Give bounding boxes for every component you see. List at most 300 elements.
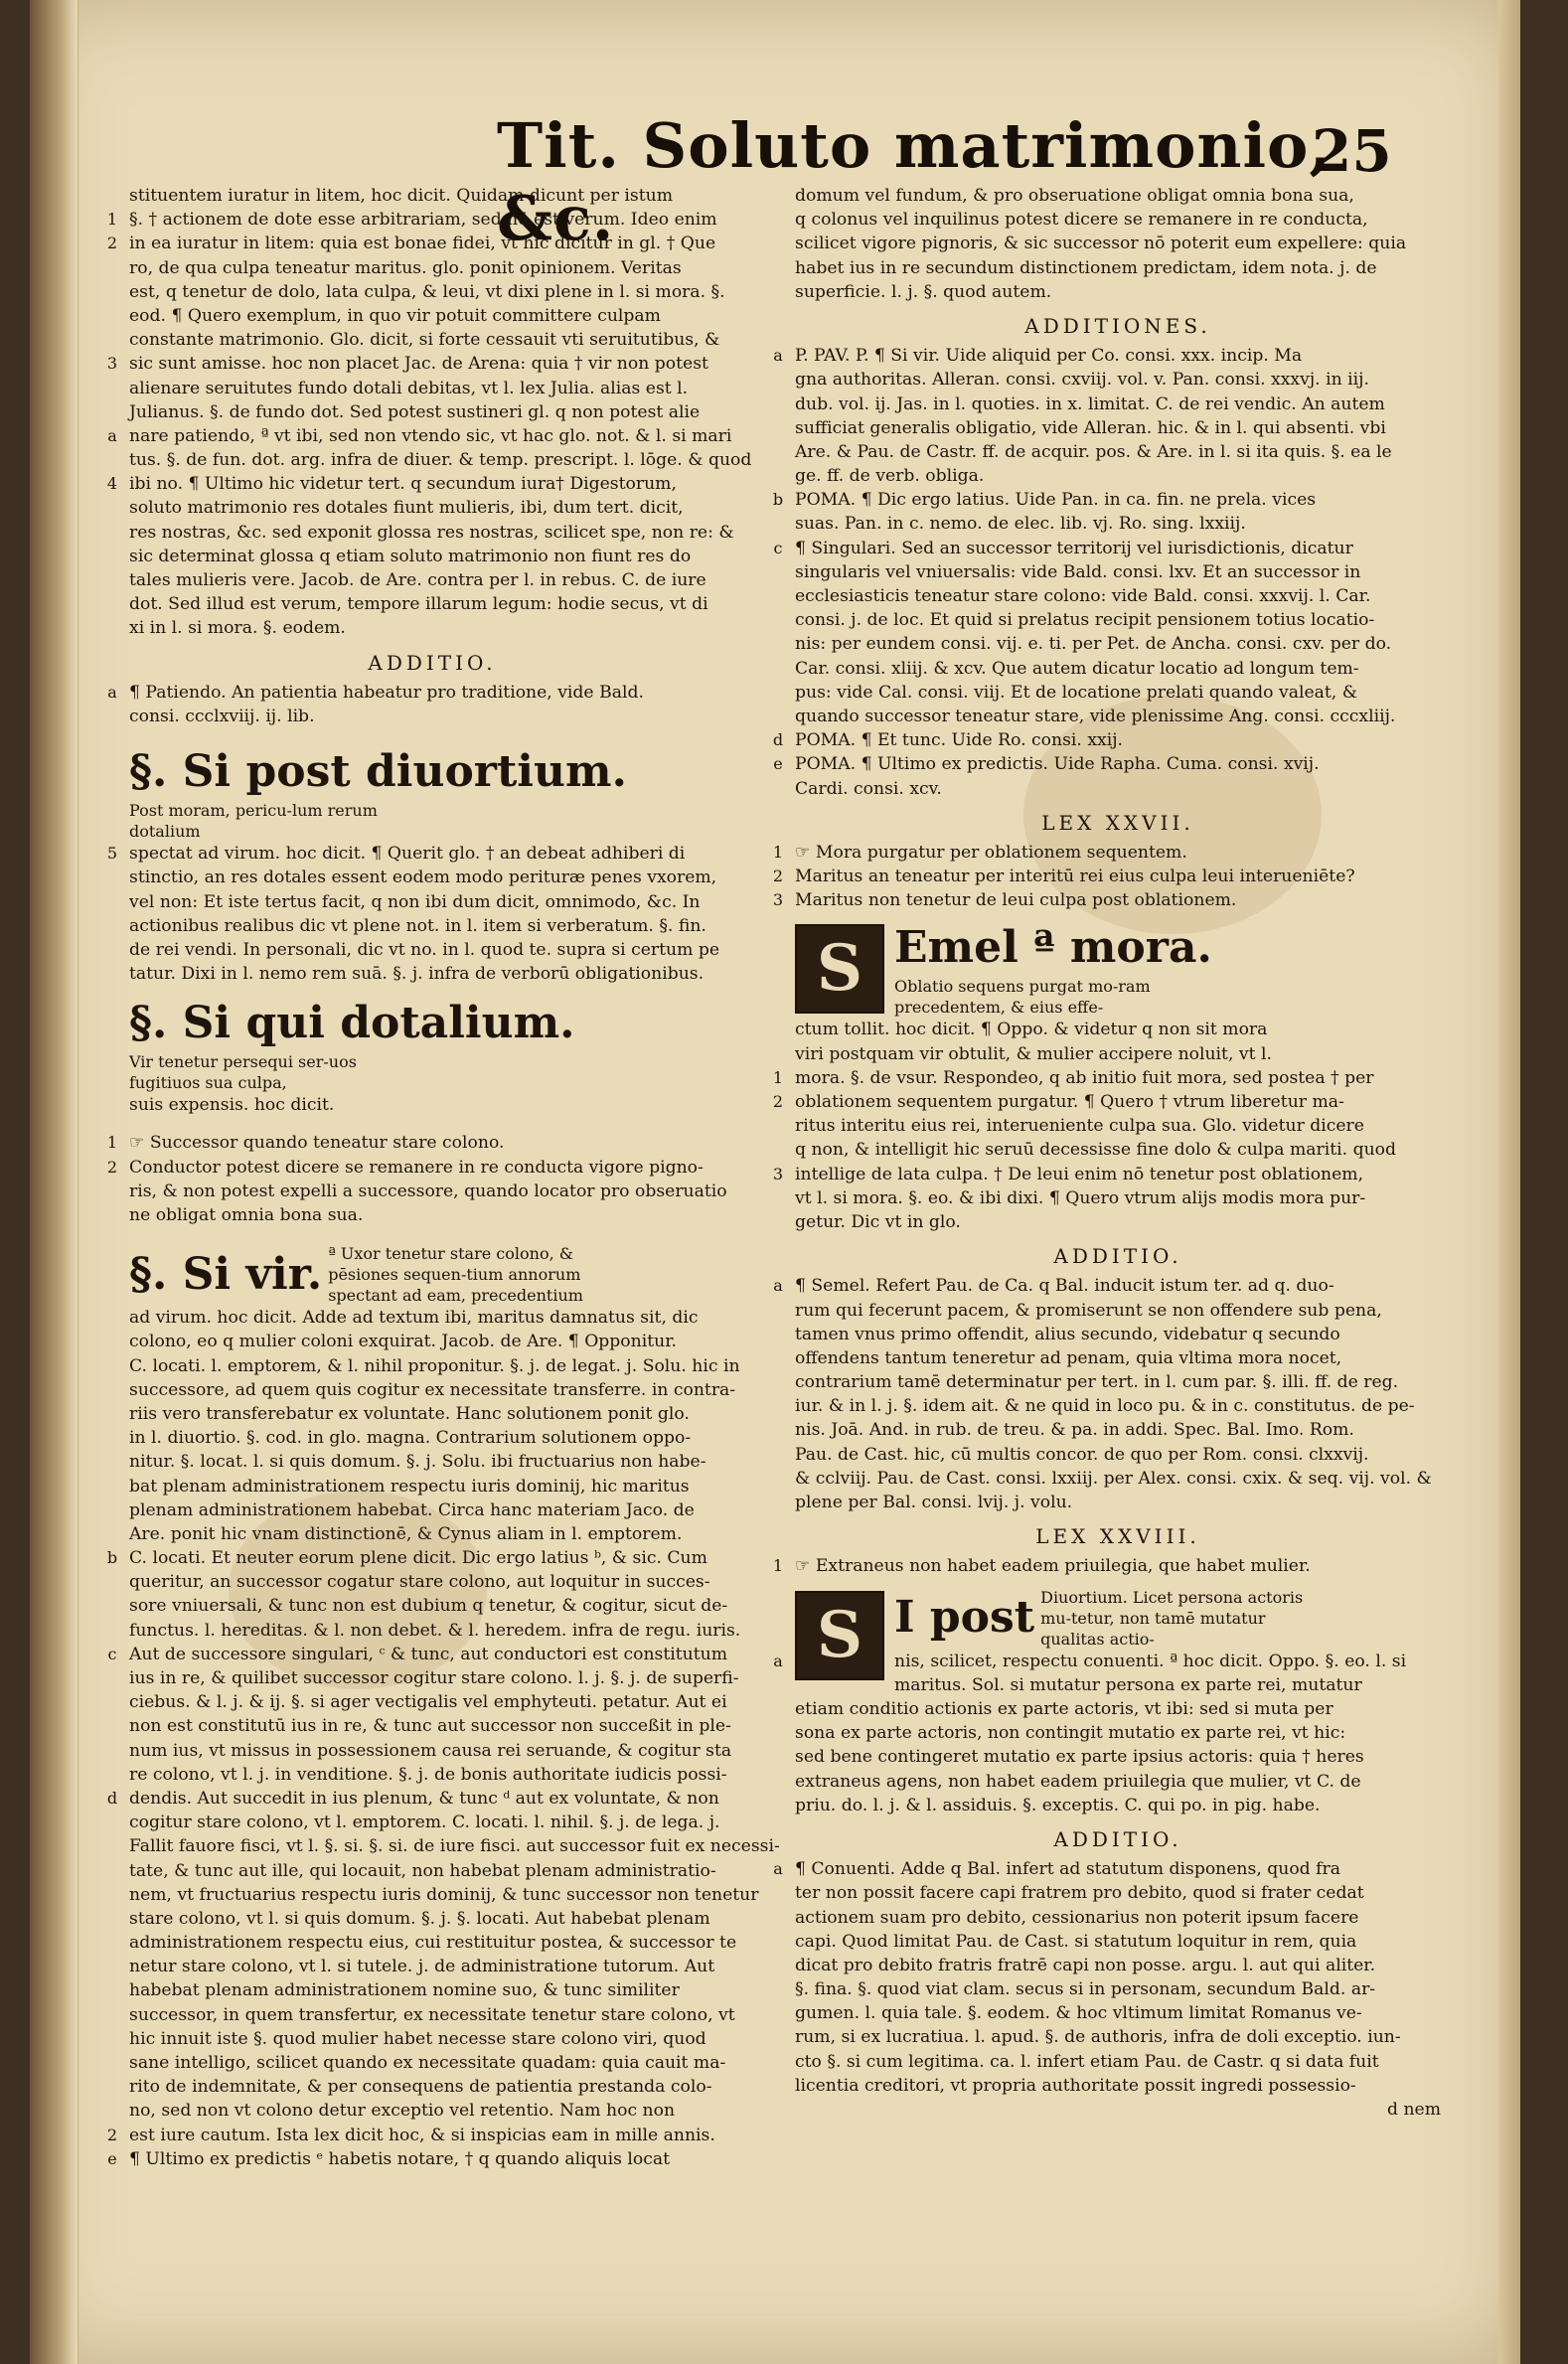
text-line	[129, 1978, 735, 2002]
text-line	[129, 1666, 739, 1690]
margin-marker: d	[772, 730, 784, 750]
text-line	[795, 1018, 1441, 1041]
additio-line	[795, 657, 1441, 681]
line-text: contrarium tamē determinatur per tert. in l. cum par. §. illi. ff. de reg.	[795, 1372, 1399, 1393]
spacer	[129, 1227, 735, 1243]
line-text: habebat plenam administrationem nomine suo, & tunc similiter	[129, 1980, 680, 2001]
spacer	[129, 986, 735, 996]
line-text: ibi no. ¶ Ultimo hic videtur tert. q secundum iura† Digestorum,	[129, 474, 677, 495]
additio-line	[772, 728, 1441, 752]
margin-marker: 1	[106, 1133, 118, 1153]
line-text: ne obligat omnia bona sua.	[129, 1205, 364, 1226]
line-text: gumen. l. quia tale. §. eodem. & hoc vltimum limitat Romanus ve-	[795, 2003, 1362, 2024]
margin-marker: e	[773, 754, 783, 774]
rubric-side-text: Oblatio sequens purgat mo-ram precedentem, & eius effe-	[894, 977, 1151, 1018]
section-rubric: Emel ª mora.	[894, 922, 1212, 974]
text-line	[129, 377, 735, 400]
text-line	[129, 1907, 735, 1931]
line-text: rum, si ex lucratiua. l. apud. §. de authoris, infra de doli exceptio. iun-	[795, 2027, 1401, 2048]
additio-line	[773, 1274, 1441, 1298]
line-text: riis vero transferebatur ex voluntate. Hanc solutionem ponit glo.	[129, 1403, 690, 1424]
line-text: dot. Sed illud est verum, tempore illarum legum: hodie secus, vt di	[129, 594, 708, 615]
line-text: sic sunt amisse. hoc non placet Jac. de Arena: quia † vir non potest	[129, 354, 708, 375]
line-text: C. locati. l. emptorem, & l. nihil proponitur. §. j. de legat. j. Solu. hic in	[129, 1355, 740, 1376]
additio-line	[795, 1906, 1441, 1930]
text-line	[129, 1739, 735, 1763]
running-title: Tit. Soluto matrimonio, &c.	[497, 109, 1332, 254]
text-line	[795, 280, 1441, 304]
line-text: ad virum. hoc dicit. Adde ad textum ibi, maritus damnatus sit, dic	[129, 1308, 699, 1329]
lex-heading: LEX XXVII.	[1041, 810, 1194, 835]
margin-marker: 1	[772, 1556, 784, 1576]
line-text: rito de indemnitate, & per consequens de patientia prestanda colo-	[129, 2077, 712, 2098]
line-text: sufficiat generalis obligatio, vide Alleran. hic. & in l. qui absenti. vbi	[795, 417, 1386, 438]
additio-line	[129, 705, 735, 728]
text-line	[795, 1210, 1441, 1234]
line-text: sore vniuersali, & tunc non est dubium q tenetur, & cogitur, sicut de-	[129, 1596, 728, 1617]
text-line	[129, 1378, 735, 1402]
line-text: xi in l. si mora. §. eodem.	[129, 618, 346, 639]
text-line	[129, 256, 735, 280]
line-text: priu. do. l. j. & l. assiduis. §. exceptis. C. qui po. in pig. habe.	[795, 1795, 1321, 1815]
section-rubric: I post	[894, 1592, 1035, 1644]
line-text: nis. Joā. And. in rub. de treu. & pa. in addi. Spec. Bal. Imo. Rom.	[795, 1420, 1354, 1441]
additio-line	[795, 1467, 1441, 1491]
text-line	[129, 1306, 735, 1330]
line-text: superficie. l. j. §. quod autem.	[795, 281, 1052, 302]
line-text: in l. diuortio. §. cod. in glo. magna. Contrarium solutionem oppo-	[129, 1428, 692, 1449]
text-line	[129, 280, 735, 304]
text-line	[129, 1498, 735, 1522]
additio-line	[795, 1443, 1441, 1467]
line-text: ☞ Mora purgatur per oblationem sequentem.	[795, 842, 1187, 863]
line-text: ¶ Conuenti. Adde q Bal. infert ad statutum disponens, quod fra	[795, 1859, 1340, 1880]
folio-number: 25	[1312, 117, 1392, 185]
additiones-heading: ADDITIONES.	[1024, 313, 1211, 338]
text-line	[129, 2051, 735, 2075]
line-text: in ea iuratur in litem: quia est bonae fidei, vt hic dicitur in gl. † Que	[129, 234, 716, 254]
line-text: actionibus realibus dic vt plene not. in l. item si verberatum. §. fin.	[129, 915, 706, 936]
line-text: etiam conditio actionis ex parte actoris, vt ibi: sed si muta per	[795, 1699, 1333, 1719]
text-line	[129, 1354, 740, 1378]
margin-marker: b	[106, 1548, 118, 1568]
additio-line	[795, 1418, 1441, 1442]
line-text: intellige de lata culpa. † De leui enim nō tenetur post oblationem,	[795, 1164, 1364, 1184]
line-text: res nostras, &c. sed exponit glossa res nostras, scilicet spe, non re: &	[129, 522, 734, 543]
line-text: sic determinat glossa q etiam soluto matrimonio non fiunt res do	[129, 546, 692, 566]
text-line	[773, 1650, 1441, 1673]
margin-marker: b	[772, 490, 784, 510]
text-line	[129, 1522, 735, 1546]
margin-marker: 1	[106, 210, 118, 230]
line-text: num ius, vt missus in possessionem causa rei seruande, & cogitur sta	[129, 1740, 732, 1761]
additio-line	[795, 1346, 1441, 1370]
line-text: domum vel fundum, & pro obseruatione obligat omnia bona sua,	[795, 186, 1354, 206]
line-text: vt l. si mora. §. eo. & ibi dixi. ¶ Quero vtrum alijs modis mora pur-	[795, 1187, 1366, 1208]
text-line	[129, 914, 735, 938]
decorated-initial: S	[795, 924, 884, 1014]
margin-marker: 2	[106, 2125, 118, 2144]
text-line	[795, 1770, 1441, 1794]
text-line	[129, 1426, 735, 1450]
additio-line	[795, 681, 1441, 705]
line-text: sane intelligo, scilicet quando ex necessitate quadam: quia cauit ma-	[129, 2053, 726, 2074]
line-text: Maritus an teneatur per interitū rei eius culpa leui interueniēte?	[795, 867, 1355, 887]
margin-marker: a	[107, 425, 117, 445]
text-line	[129, 328, 735, 352]
text-line	[129, 1690, 735, 1714]
lex27-opening	[772, 920, 1441, 1234]
line-text: Pau. de Cast. hic, cū multis concor. de quo per Rom. consi. clxxvij.	[795, 1444, 1369, 1465]
line-text: Are. & Pau. de Castr. ff. de acquir. pos. & Are. in l. si ita quis. §. ea le	[795, 441, 1392, 462]
text-line	[129, 568, 735, 592]
lex-heading: LEX XXVIII.	[1035, 1524, 1200, 1549]
text-line	[129, 545, 735, 568]
additio-line	[773, 537, 1441, 560]
text-line	[772, 1066, 1441, 1090]
line-text: suas. Pan. in c. nemo. de elec. lib. vj. Ro. sing. lxxiij.	[795, 514, 1246, 535]
additio-line	[795, 1299, 1441, 1323]
line-text: nis, scilicet, respectu conuenti. ª hoc dicit. Oppo. §. eo. l. si	[894, 1651, 1407, 1671]
section-rubric: §. Si post diuortium.	[129, 746, 627, 798]
line-text: vel non: Et iste tertus facit, q non ibi dum dicit, omnimodo, &c. In	[129, 891, 701, 912]
text-line	[129, 2099, 735, 2123]
line-text: non est constitutū ius in re, & tunc aut successor non succeßit in ple-	[129, 1716, 731, 1737]
line-text: nem, vt fructuarius respectu iuris dominij, & tunc successor non tenetur	[129, 1884, 759, 1905]
additio-line	[795, 416, 1441, 440]
margin-marker: 3	[772, 1164, 784, 1183]
additio-heading: ADDITIO.	[1053, 1244, 1182, 1269]
additio-line	[795, 2050, 1441, 2074]
text-line	[129, 1450, 735, 1474]
line-text: Cardi. consi. xcv.	[795, 778, 942, 799]
text-line	[129, 400, 735, 424]
margin-marker: 2	[106, 234, 118, 253]
line-text: ☞ Successor quando teneatur stare colono.	[129, 1133, 505, 1154]
line-text: ris, & non potest expelli a successore, quando locator pro obseruatio	[129, 1181, 727, 1201]
margin-marker: 4	[106, 474, 118, 494]
line-text: P. PAV. P. ¶ Si vir. Uide aliquid per Co. consi. xxx. incip. Ma	[795, 346, 1303, 367]
line-text: Fallit fauore fisci, vt l. §. si. §. si. de iure fisci. aut successor fuit ex necessi-	[129, 1836, 780, 1857]
margin-marker: a	[773, 1276, 783, 1296]
margin-marker: a	[773, 1651, 783, 1670]
line-text: successore, ad quem quis cogitur ex necessitate transferre. in contra-	[129, 1379, 736, 1400]
line-text: eod. ¶ Quero exemplum, in quo vir potuit committere culpam	[129, 305, 661, 326]
line-text: dicat pro debito fratris fratrē capi non posse. argu. l. aut qui aliter.	[795, 1955, 1376, 1975]
additio-line	[107, 681, 735, 705]
book-page	[30, 0, 1520, 2364]
text-line	[129, 1859, 735, 1883]
additio-line	[795, 2001, 1441, 2025]
line-text: quando successor teneatur stare, vide plenissime Ang. consi. cccxliij.	[795, 706, 1396, 726]
line-text: offendens tantum teneretur ad penam, quia vltima mora nocet,	[795, 1347, 1342, 1368]
line-text: POMA. ¶ Ultimo ex predictis. Uide Rapha. Cuma. consi. xvij.	[795, 754, 1320, 775]
line-text: pus: vide Cal. consi. viij. Et de locatione prelati quando valeat, &	[795, 682, 1357, 703]
line-text: sona ex parte actoris, non contingit mutatio ex parte rei, vt hic:	[795, 1723, 1346, 1744]
line-text: tatur. Dixi in l. nemo rem suā. §. j. infra de verborū obligationibus.	[129, 964, 705, 985]
summary-line	[106, 1156, 735, 1180]
line-text: ctum tollit. hoc dicit. ¶ Oppo. & videtur q non sit mora	[795, 1020, 1268, 1040]
margin-marker: 2	[106, 1157, 118, 1177]
line-text: functus. l. hereditas. & l. non debet. & l. heredem. infra de regu. iuris.	[129, 1620, 741, 1641]
additio-line	[795, 368, 1441, 392]
right-column	[772, 184, 1441, 2122]
text-line	[795, 1138, 1441, 1162]
line-text: re colono, vt l. j. in venditione. §. j. de bonis authoritate iudicis possi-	[129, 1764, 727, 1785]
summary-line	[772, 888, 1441, 912]
line-text: C. locati. Et neuter eorum plene dicit. Dic ergo latius ᵇ, & sic. Cum	[129, 1548, 707, 1569]
line-text: ius in re, & quilibet successor cogitur stare colono. l. j. §. j. de superfi-	[129, 1668, 739, 1689]
line-text: bat plenam administrationem respectu iuris dominij, hic maritus	[129, 1476, 690, 1497]
summary-line	[772, 841, 1441, 865]
line-text: oblationem sequentem purgatur. ¶ Quero † vtrum liberetur ma-	[795, 1092, 1344, 1113]
margin-marker: 5	[106, 844, 118, 864]
line-text: scilicet vigore pignoris, & sic successor nō poterit eum expellere: quia	[795, 234, 1407, 254]
binding-gutter	[30, 0, 78, 2364]
line-text: & cclviij. Pau. de Cast. consi. lxxiij. per Alex. consi. cxix. & seq. vij. vol. &	[795, 1468, 1432, 1489]
line-text: actionem suam pro debito, cessionarius non poterit ipsum facere	[795, 1907, 1359, 1928]
text-line	[129, 1931, 735, 1955]
text-line	[107, 2147, 735, 2171]
additio-line	[795, 1977, 1441, 2001]
line-text: ciebus. & l. j. & ij. §. si ager vectigalis vel emphyteuti. petatur. Aut ei	[129, 1692, 727, 1713]
text-line	[795, 1673, 1441, 1697]
text-line	[129, 496, 735, 520]
text-line	[129, 2075, 735, 2099]
additio-line	[795, 393, 1441, 416]
line-text: tales mulieris vere. Jacob. de Are. contra per l. in rebus. C. de iure	[129, 570, 706, 590]
text-line	[795, 1114, 1441, 1138]
additio-line	[795, 584, 1441, 608]
text-line	[129, 962, 735, 986]
line-text: Are. ponit hic vnam distinctionē, & Cynus aliam in l. emptorem.	[129, 1523, 683, 1544]
line-text: suis expensis. hoc dicit.	[129, 1095, 335, 1116]
text-line	[106, 2124, 735, 2147]
left-column	[106, 184, 780, 2171]
line-text: getur. Dic vt in glo.	[795, 1211, 961, 1232]
line-text: extraneus agens, non habet eadem priuilegia que mulier, vt C. de	[795, 1771, 1361, 1792]
text-line	[106, 1546, 735, 1570]
text-line	[795, 1042, 1441, 1066]
margin-marker: 3	[772, 890, 784, 910]
line-text: Maritus non tenetur de leui culpa post oblationem.	[795, 890, 1237, 911]
line-text: successor, in quem transfertur, ex necessitate tenetur stare colono, vt	[129, 2004, 735, 2025]
spacer	[795, 1579, 1441, 1587]
text-line	[795, 1745, 1441, 1769]
margin-marker: a	[773, 1859, 783, 1879]
margin-marker: e	[107, 2148, 117, 2168]
line-text: no, sed non vt colono detur exceptio vel retentio. Nam hoc non	[129, 2101, 676, 2122]
line-text: dendis. Aut succedit in ius plenum, & tunc ᵈ aut ex voluntate, & non	[129, 1788, 719, 1809]
text-line	[129, 866, 735, 889]
additio-line	[795, 512, 1441, 536]
section-rubric: §. Si vir.	[129, 1248, 323, 1300]
line-text: soluto matrimonio res dotales fiunt mulieris, ibi, dum tert. dicit,	[129, 498, 684, 519]
line-text: ☞ Extraneus non habet eadem priuilegia, que habet mulier.	[795, 1556, 1311, 1577]
text-line	[795, 184, 1441, 208]
additio-line	[795, 440, 1441, 464]
text-line	[106, 1787, 735, 1811]
text-line	[795, 208, 1441, 232]
spacer	[129, 1117, 735, 1131]
additio-line	[795, 1394, 1441, 1418]
line-text: habet ius in re secundum distinctionem predictam, idem nota. j. de	[795, 257, 1377, 278]
text-line	[107, 1643, 735, 1666]
text-line	[129, 2003, 735, 2027]
line-text: ¶ Singulari. Sed an successor territorij vel iurisdictionis, dicatur	[795, 538, 1353, 558]
additio-line	[795, 1491, 1441, 1514]
line-text: stare colono, vt l. si quis domum. §. j. §. locati. Aut habebat plenam	[129, 1908, 710, 1929]
text-line	[129, 2027, 735, 2051]
additio-line	[795, 608, 1441, 632]
line-text: Julianus. §. de fundo dot. Sed potest sustineri gl. q non potest alie	[129, 401, 701, 422]
spacer	[129, 728, 735, 744]
line-text: Conductor potest dicere se remanere in re conducta vigore pigno-	[129, 1157, 704, 1178]
line-text: de rei vendi. In personali, dic vt no. in l. quod te. supra si certum pe	[129, 939, 720, 960]
margin-marker: 1	[772, 1067, 784, 1087]
text-line	[106, 842, 735, 866]
text-line	[106, 208, 735, 232]
rubric-side-text: Post moram, pericu-lum rerum dotalium	[129, 801, 378, 842]
line-text: maritus. Sol. si mutatur persona ex parte rei, mutatur	[894, 1674, 1362, 1695]
line-text: capi. Quod limitat Pau. de Cast. si statutum loquitur in rem, quia	[795, 1931, 1357, 1952]
section-si-post-diuortium	[129, 744, 735, 842]
margin-marker: 3	[106, 354, 118, 374]
text-line	[129, 304, 735, 328]
line-text: nis: per eundem consi. vij. e. ti. per Pet. de Ancha. consi. cxv. per do.	[795, 634, 1392, 655]
text-line	[106, 352, 735, 376]
rubric-side-text: Diuortium. Licet persona actoris mu-tetur, non tamē mutatur qualitas actio-	[1040, 1587, 1304, 1649]
additio-line	[773, 752, 1441, 776]
text-line	[129, 890, 735, 914]
additio-line	[795, 560, 1441, 584]
text-line	[129, 1594, 735, 1618]
line-text: est, q tenetur de dolo, lata culpa, & leui, vt dixi plene in l. si mora. §.	[129, 281, 725, 302]
line-text: ¶ Semel. Refert Pau. de Ca. q Bal. inducit istum ter. ad q. duo-	[795, 1276, 1334, 1297]
line-text: q non, & intelligit hic seruū decessisse fine dolo & culpa mariti. quod	[795, 1140, 1397, 1161]
section-rubric: §. Si qui dotalium.	[129, 998, 575, 1049]
text-line	[129, 938, 735, 962]
line-text: netur stare colono, vt l. si tutele. j. de administratione tutorum. Aut	[129, 1957, 715, 1977]
line-text: Aut de successore singulari, ᶜ & tunc, aut conductori est constitutum	[129, 1644, 727, 1664]
margin-marker: a	[773, 346, 783, 366]
additio-line	[795, 1323, 1441, 1346]
line-text: colono, eo q mulier coloni exquirat. Jacob. de Are. ¶ Opponitur.	[129, 1332, 677, 1352]
summary-line	[772, 1554, 1441, 1578]
text-line	[795, 1794, 1441, 1817]
line-text: plene per Bal. consi. lvij. j. volu.	[795, 1493, 1073, 1513]
line-text: plenam administrationem habebat. Circa hanc materiam Jaco. de	[129, 1499, 695, 1520]
text-line	[129, 616, 735, 640]
line-text: §. fina. §. quod viat clam. secus si in personam, secundum Bald. ar-	[795, 1979, 1376, 2000]
line-text: Car. consi. xliij. & xcv. Que autem dicatur locatio ad longum tem-	[795, 658, 1359, 679]
additio-line	[795, 1954, 1441, 1977]
line-text: consi. ccclxviij. ij. lib.	[129, 706, 315, 726]
text-line	[129, 521, 735, 545]
line-text: POMA. ¶ Dic ergo latius. Uide Pan. in ca. fin. ne prela. vices	[795, 490, 1317, 511]
summary-line	[772, 865, 1441, 888]
margin-marker: 2	[772, 1092, 784, 1112]
text-line	[129, 1883, 759, 1907]
line-text: §. † actionem de dote esse arbitrariam, sed nō est verum. Ideo enim	[129, 210, 717, 231]
text-line	[795, 1721, 1441, 1745]
line-text: hic innuit iste §. quod mulier habet necesse stare colono viri, quod	[129, 2028, 706, 2049]
additio-line	[795, 1881, 1441, 1905]
line-text: ¶ Ultimo ex predictis ᵉ habetis notare, † q quando aliquis locat	[129, 2148, 671, 2169]
text-line	[129, 1330, 735, 1353]
summary-line	[106, 1131, 735, 1155]
additio-line	[795, 632, 1441, 656]
text-line	[795, 256, 1441, 280]
additio-line	[795, 1930, 1441, 1954]
text-line	[795, 232, 1441, 255]
line-text: constante matrimonio. Glo. dicit, si forte cessauit vti seruitutibus, &	[129, 330, 720, 351]
line-text: nare patiendo, ª vt ibi, sed non vtendo sic, vt hac glo. not. & l. si mari	[129, 425, 732, 446]
spacer	[795, 912, 1441, 920]
text-line	[129, 1093, 735, 1117]
additio-line	[773, 344, 1441, 368]
line-text: rum qui fecerunt pacem, & promiserunt se non offendere sub pena,	[795, 1300, 1382, 1321]
margin-marker: 1	[772, 842, 784, 862]
additio-line	[795, 705, 1441, 728]
margin-marker: c	[773, 538, 783, 557]
line-text: ge. ff. de verb. obliga.	[795, 466, 985, 487]
text-line	[106, 232, 735, 255]
line-text: tate, & tunc aut ille, qui locauit, non habebat plenam administratio-	[129, 1860, 716, 1881]
additio-line	[795, 2074, 1441, 2098]
line-text: consi. j. de loc. Et quid si prelatus recipit pensionem totius locatio-	[795, 610, 1375, 631]
line-text: administrationem respectu eius, cui restituitur postea, & successor te	[129, 1933, 737, 1954]
text-line	[129, 592, 735, 616]
line-text: cto §. si cum legitima. ca. l. infert etiam Pau. de Castr. q si data fuit	[795, 2051, 1379, 2072]
text-line	[106, 472, 735, 496]
additio-line	[773, 1857, 1441, 1881]
section-si-qui-dotalium	[129, 996, 735, 1093]
text-line	[129, 1811, 735, 1834]
line-text: ecclesiasticis teneatur stare colono: vide Bald. consi. xxxvij. l. Car.	[795, 586, 1371, 607]
rubric-side-text: ª Uxor tenetur stare colono, & pēsiones sequen-tium annorum spectant ad eam, precedentium	[328, 1244, 583, 1306]
margin-marker: d	[106, 1788, 118, 1808]
rubric-side-text: Vir tenetur persequi ser-uos fugitiuos sua culpa,	[129, 1052, 357, 1093]
line-text: stinctio, an res dotales essent eodem modo perituræ penes vxorem,	[129, 867, 717, 888]
line-text: iur. & in l. j. §. idem ait. & ne quid in loco pu. & in c. constitutus. de pe-	[795, 1396, 1415, 1417]
text-line	[795, 1186, 1441, 1210]
summary-line	[129, 1203, 735, 1227]
line-text: queritur, an successor cogatur stare colono, aut loquitur in succes-	[129, 1572, 710, 1593]
line-text: sed bene contingeret mutatio ex parte ipsius actoris: quia † heres	[795, 1747, 1364, 1768]
margin-marker: 2	[772, 867, 784, 886]
text-line	[129, 448, 752, 472]
text-line	[129, 1402, 735, 1426]
lex28-opening	[773, 1587, 1441, 1817]
line-text: stituentem iuratur in litem, hoc dicit. Quidam dicunt per istum	[129, 186, 674, 206]
line-text: tus. §. de fun. dot. arg. infra de diuer. & temp. prescript. l. lōge. & quod	[129, 450, 752, 471]
text-line	[129, 1763, 735, 1787]
line-text: tamen vnus primo offendit, alius secundo, videbatur q secundo	[795, 1324, 1340, 1344]
additio-line	[795, 2025, 1441, 2049]
line-text: gna authoritas. Alleran. consi. cxviij. vol. v. Pan. consi. xxxvj. in iij.	[795, 370, 1369, 391]
text-line	[129, 1714, 735, 1738]
line-text: singularis vel vniuersalis: vide Bald. consi. lxv. Et an successor in	[795, 561, 1361, 582]
text-line	[129, 1834, 780, 1858]
line-text: cogitur stare colono, vt l. emptorem. C. locati. l. nihil. §. j. de lega. j.	[129, 1812, 720, 1833]
line-text: POMA. ¶ Et tunc. Uide Ro. consi. xxij.	[795, 730, 1124, 751]
additio-line	[795, 1370, 1441, 1394]
text-line	[129, 1570, 735, 1594]
line-text: licentia creditori, vt propria authoritate possit ingredi possessio-	[795, 2075, 1356, 2096]
line-text: ¶ Patiendo. An patientia habeatur pro traditione, vide Bald.	[129, 682, 644, 703]
margin-marker: a	[107, 682, 117, 702]
